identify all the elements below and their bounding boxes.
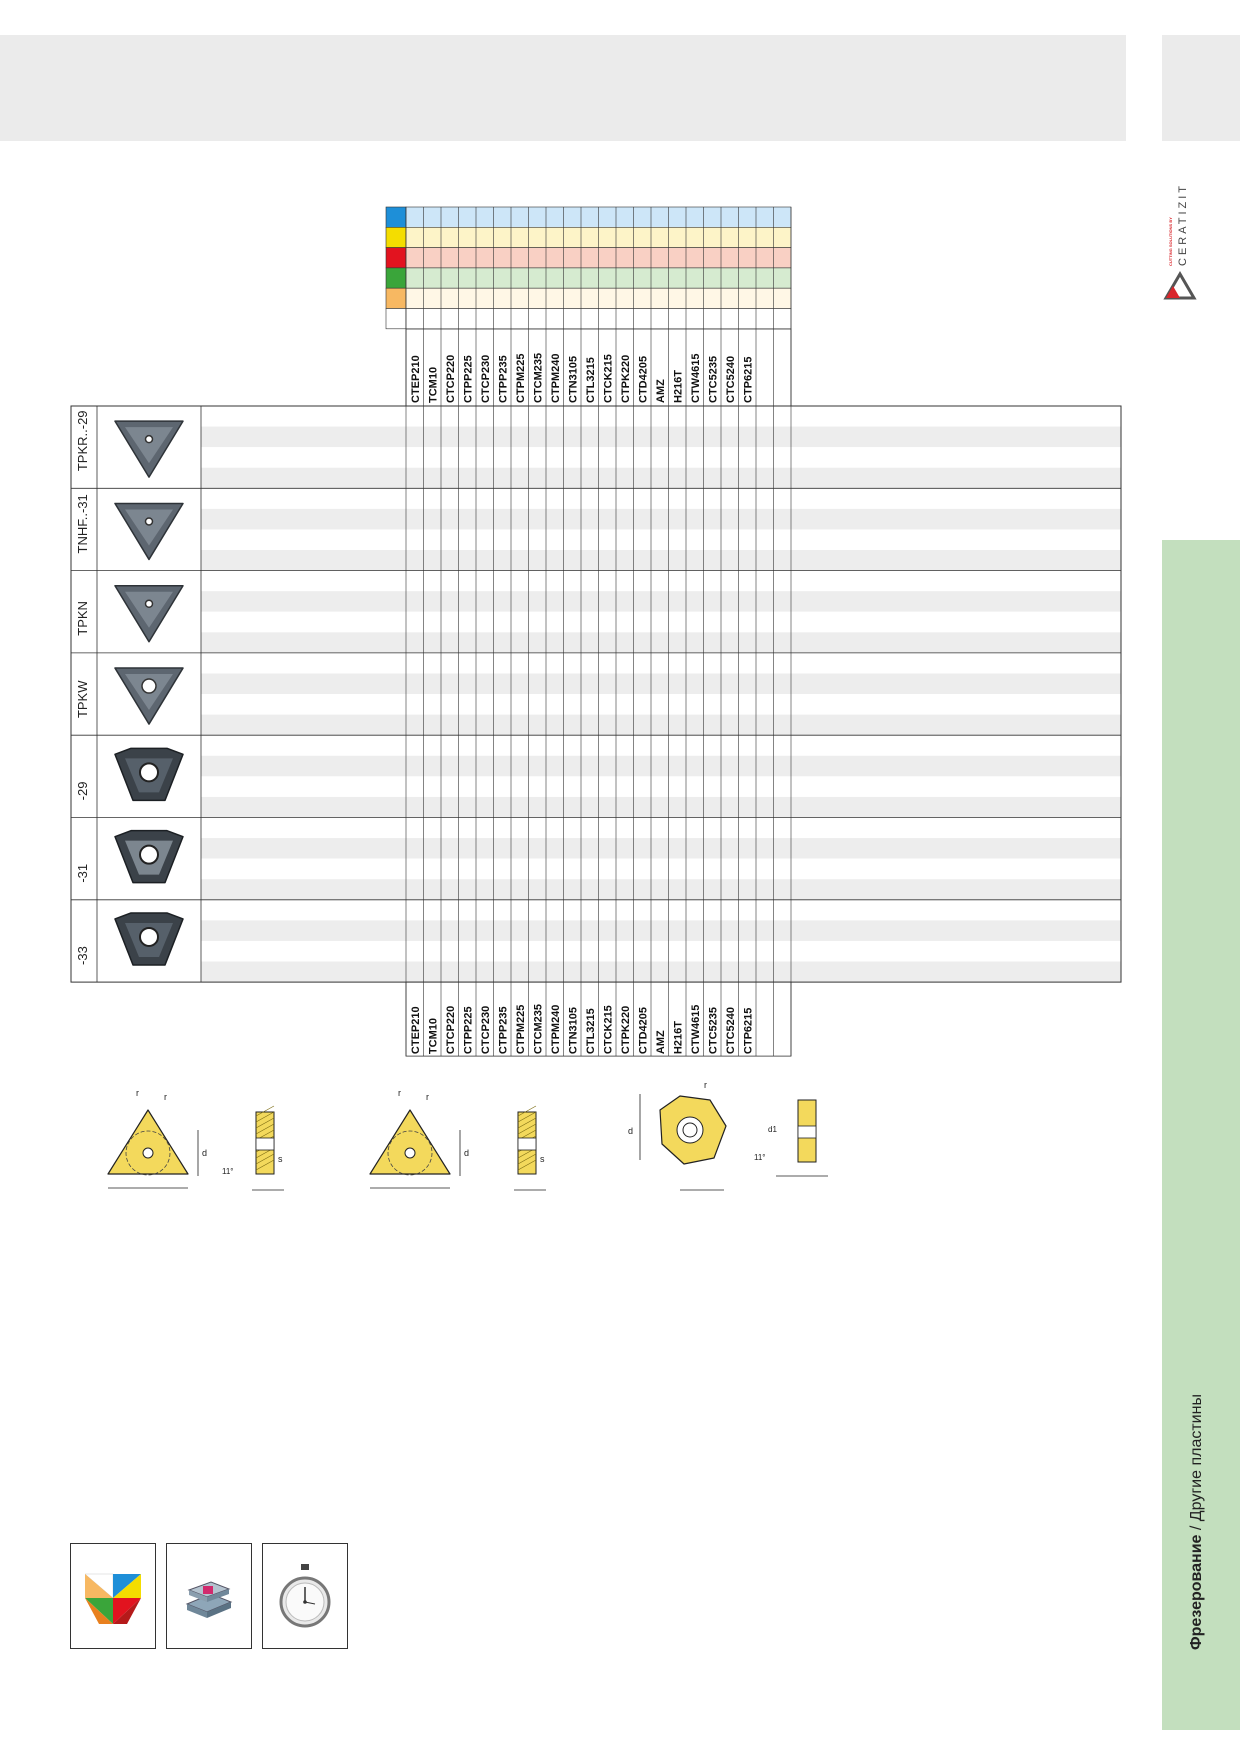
grade-label-top: CTEP210 bbox=[409, 355, 422, 403]
diagram-label-d: d bbox=[202, 1148, 208, 1158]
grade-label-top: CTPP225 bbox=[462, 355, 475, 403]
table-stripe bbox=[201, 406, 1121, 427]
grade-label-top: CTP6215 bbox=[742, 356, 755, 403]
table-stripe bbox=[201, 653, 1121, 674]
iso-color-swatch bbox=[386, 268, 406, 288]
table-stripe bbox=[201, 612, 1121, 633]
insert-hole bbox=[140, 928, 158, 946]
grade-label-top: CTN3105 bbox=[567, 355, 580, 403]
table-stripe bbox=[201, 941, 1121, 962]
grade-label-top: CTCP230 bbox=[479, 354, 492, 403]
insert-type-label: -33 bbox=[75, 946, 90, 965]
table-stripe bbox=[201, 735, 1121, 756]
grade-label-bottom: TCM10 bbox=[427, 1018, 440, 1055]
triangle-small-hole-insert bbox=[115, 586, 183, 642]
table-stripe bbox=[201, 920, 1121, 941]
grade-label-bottom: CTEP210 bbox=[409, 1006, 422, 1055]
grade-label-top: CTPP235 bbox=[497, 355, 510, 403]
grade-label-top: CTL3215 bbox=[584, 357, 597, 403]
logo-brand: CERATIZIT bbox=[1177, 182, 1189, 266]
table-stripe bbox=[201, 550, 1121, 571]
iso-color-swatch bbox=[386, 207, 406, 227]
iso-color-swatch bbox=[386, 288, 406, 308]
table-stripe bbox=[201, 838, 1121, 859]
triangle-hole-insert bbox=[115, 668, 183, 724]
grade-label-bottom: CTN3105 bbox=[567, 1007, 580, 1055]
grade-label-bottom: CTCP230 bbox=[479, 1005, 492, 1055]
table-stripe bbox=[201, 509, 1121, 530]
trigon-hole bbox=[677, 1117, 703, 1143]
diagram-label-s: s bbox=[540, 1154, 545, 1164]
bore-section bbox=[518, 1138, 536, 1150]
diagram-label-d1: d1 bbox=[768, 1125, 777, 1134]
grade-label-bottom: CTCM235 bbox=[532, 1003, 545, 1055]
table-stripe bbox=[201, 488, 1121, 509]
table-stripe bbox=[201, 427, 1121, 448]
triangle-rounded-insert bbox=[115, 503, 183, 559]
iso-color-swatch bbox=[386, 309, 406, 329]
grade-label-bottom: CTL3215 bbox=[584, 1008, 597, 1055]
grade-label-top: H216T bbox=[672, 369, 685, 403]
trigon-dark-insert bbox=[115, 913, 183, 965]
grade-label-top: CTPK220 bbox=[619, 354, 632, 403]
table-stripe bbox=[201, 900, 1121, 921]
diagram-label-angle: 11° bbox=[222, 1167, 234, 1176]
table-stripe bbox=[201, 529, 1121, 550]
diagram-label-r: r bbox=[136, 1088, 139, 1098]
grade-label-top: CTD4205 bbox=[637, 355, 650, 403]
section-title-bold: Фрезерование bbox=[1188, 1534, 1205, 1650]
iso-material-hexagon-icon bbox=[70, 1543, 156, 1649]
grade-label-bottom: CTC5240 bbox=[724, 1007, 737, 1055]
grade-label-top: CTCK215 bbox=[602, 354, 615, 403]
grade-label-bottom: CTPM225 bbox=[514, 1004, 527, 1055]
insert-stack-icon bbox=[166, 1543, 252, 1649]
insert-hole bbox=[146, 436, 153, 443]
insert-hole bbox=[146, 600, 153, 607]
diagram-label-r: r bbox=[426, 1092, 429, 1102]
table-stripe bbox=[201, 756, 1121, 777]
table-stripe bbox=[201, 715, 1121, 736]
table-stripe bbox=[201, 468, 1121, 489]
grade-label-bottom: CTCK215 bbox=[602, 1005, 615, 1055]
grade-label-top: CTCM235 bbox=[532, 352, 545, 403]
grade-label-bottom: CTW4615 bbox=[689, 1004, 702, 1055]
insert-type-label: TNHF..-31 bbox=[75, 494, 90, 554]
table-stripe bbox=[201, 818, 1121, 839]
iso-color-swatch bbox=[386, 248, 406, 268]
center-hole bbox=[143, 1148, 153, 1158]
grade-label-top: CTC5240 bbox=[724, 355, 737, 403]
grade-label-top: CTPM240 bbox=[549, 353, 562, 403]
table-stripe bbox=[201, 797, 1121, 818]
table-stripe bbox=[201, 447, 1121, 468]
table-stripe bbox=[201, 571, 1121, 592]
grade-label-top: CTW4615 bbox=[689, 353, 702, 403]
diagram-label-r: r bbox=[704, 1080, 707, 1090]
grade-label-top: CTC5235 bbox=[707, 355, 720, 403]
insert-type-label: TPKW bbox=[75, 680, 90, 719]
grade-label-bottom: CTP6215 bbox=[742, 1007, 755, 1055]
bore-section bbox=[256, 1138, 274, 1150]
logo-tagline: CUTTING SOLUTIONS BY bbox=[1168, 217, 1173, 266]
insert-hole bbox=[140, 846, 158, 864]
grade-label-bottom: CTPK220 bbox=[619, 1005, 632, 1055]
insert-type-label: TPKN bbox=[75, 601, 90, 636]
grade-label-bottom: CTPP225 bbox=[462, 1006, 475, 1055]
trigon-chipbreaker-insert bbox=[115, 831, 183, 883]
table-stripe bbox=[201, 632, 1121, 653]
diagram-label-d: d bbox=[628, 1126, 634, 1136]
center-hole bbox=[405, 1148, 415, 1158]
grade-label-bottom: AMZ bbox=[654, 1030, 667, 1055]
table-stripe bbox=[201, 673, 1121, 694]
grade-label-bottom: CTPM240 bbox=[549, 1004, 562, 1055]
diagram-label-s: s bbox=[278, 1154, 283, 1164]
grade-label-top: CTPM225 bbox=[514, 353, 527, 403]
bore-section bbox=[798, 1126, 816, 1138]
triangle-insert-drawing bbox=[108, 1110, 188, 1174]
table-stripe bbox=[201, 776, 1121, 797]
grade-label-bottom: CTC5235 bbox=[707, 1007, 720, 1055]
insert-type-label: TPKR..-29 bbox=[75, 410, 90, 472]
diagram-label-angle: 11° bbox=[754, 1153, 766, 1162]
grade-label-bottom: CTPP235 bbox=[497, 1006, 510, 1055]
triangle-insert-drawing bbox=[370, 1110, 450, 1174]
stopwatch-icon bbox=[262, 1543, 348, 1649]
triangle-chipbreaker-insert bbox=[115, 421, 183, 477]
table-stripe bbox=[201, 859, 1121, 880]
grade-label-top: TCM10 bbox=[427, 366, 440, 403]
diagram-label-d: d bbox=[464, 1148, 470, 1158]
table-stripe bbox=[201, 879, 1121, 900]
insert-hole bbox=[146, 518, 153, 525]
diagram-label-r: r bbox=[164, 1092, 167, 1102]
section-title-rest: / Другие пластины bbox=[1188, 1394, 1205, 1535]
grade-label-top: AMZ bbox=[654, 379, 667, 403]
table-stripe bbox=[201, 962, 1121, 983]
iso-color-swatch bbox=[386, 227, 406, 247]
insert-hole bbox=[142, 679, 156, 693]
grade-label-bottom: CTD4205 bbox=[637, 1007, 650, 1055]
insert-hole bbox=[140, 763, 158, 781]
table-stripe bbox=[201, 694, 1121, 715]
table-stripe bbox=[201, 591, 1121, 612]
grade-label-bottom: H216T bbox=[672, 1021, 685, 1055]
insert-type-label: -29 bbox=[75, 781, 90, 801]
grade-label-top: CTCP220 bbox=[444, 354, 457, 403]
insert-type-label: -31 bbox=[75, 863, 90, 883]
grade-label-bottom: CTCP220 bbox=[444, 1005, 457, 1055]
trigon-hole-insert bbox=[115, 748, 183, 800]
diagram-label-r: r bbox=[398, 1088, 401, 1098]
